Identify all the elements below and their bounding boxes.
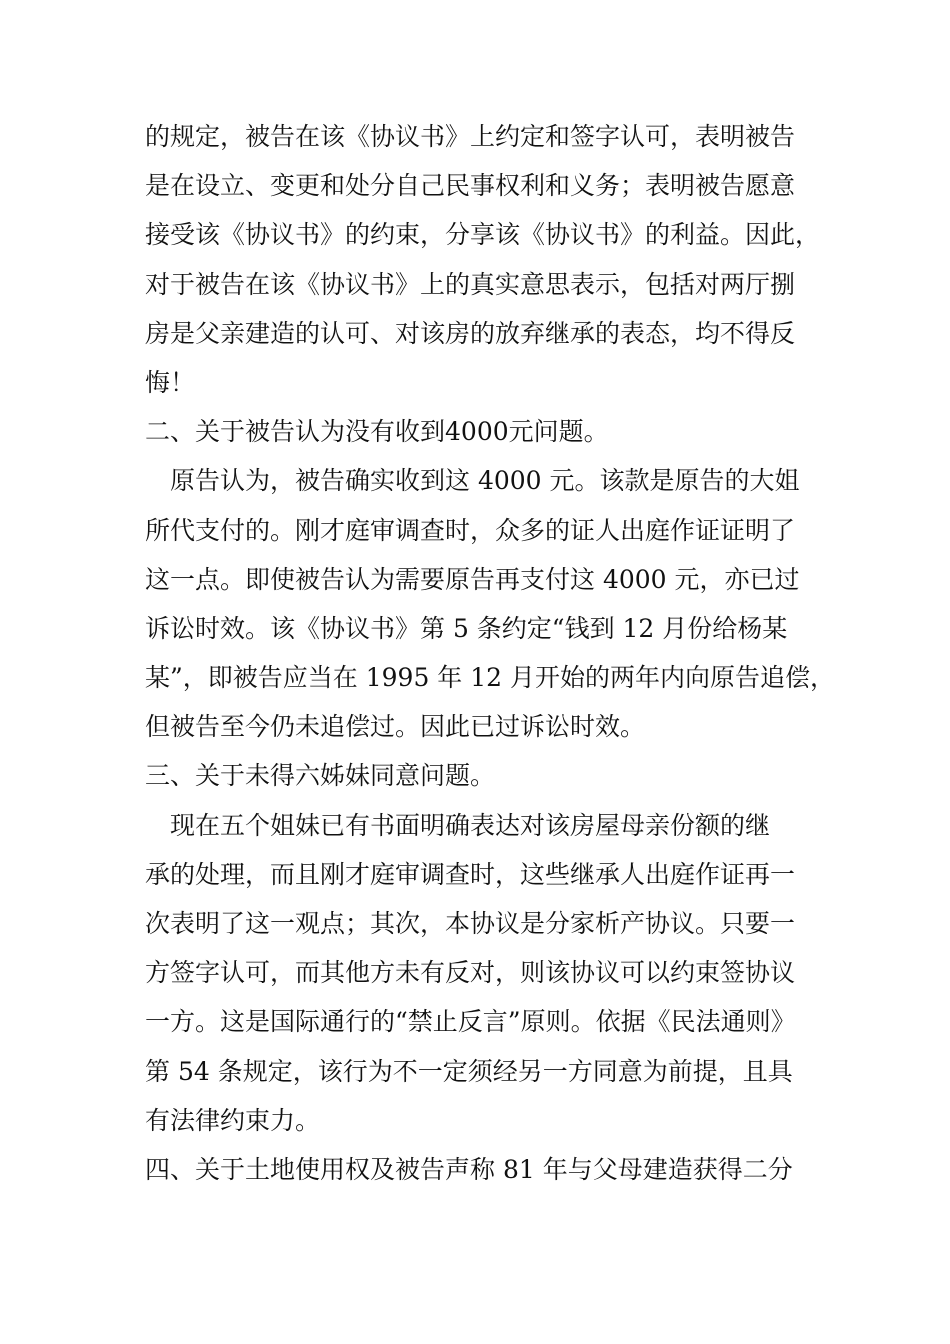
- text-line: 房是父亲建造的认可、对该房的放弃继承的表态，均不得反: [145, 318, 796, 348]
- text-line: 这一点。即使被告认为需要原告再支付这 4000 元，亦已过: [145, 564, 800, 594]
- text-line: 但被告至今仍未追偿过。因此已过诉讼时效。: [145, 712, 646, 742]
- text-line: 某”，即被告应当在 1995 年 12 月开始的两年内向原告追偿，: [145, 663, 836, 693]
- text-line: 有法律约束力。: [145, 1105, 321, 1135]
- text-line: 诉讼时效。该《协议书》第 5 条约定“钱到 12 月份给杨某: [145, 613, 788, 643]
- text-line: 的规定，被告在该《协议书》上约定和签字认可，表明被告: [145, 122, 796, 151]
- section-heading-3: 三、关于未得六姊妹同意问题。: [145, 761, 496, 791]
- text-line: 所代支付的。刚才庭审调查时，众多的证人出庭作证证明了: [145, 515, 796, 545]
- document-body: [145, 112, 845, 1194]
- text-line: 悔！: [145, 367, 196, 397]
- text-line: 第 54 条规定，该行为不一定须经另一方同意为前提，且具: [145, 1056, 793, 1086]
- text-line: 方签字认可，而其他方未有反对，则该协议可以约束签协议: [145, 958, 796, 988]
- text-line: 接受该《协议书》的约束，分享该《协议书》的利益。因此，: [145, 220, 821, 250]
- text-line: 现在五个姐妹已有书面明确表达对该房屋母亲份额的继: [145, 810, 771, 840]
- text-line: 次表明了这一观点；其次，本协议是分家析产协议。只要一: [145, 909, 796, 938]
- text-line: 一方。这是国际通行的“禁止反言”原则。依据《民法通则》: [145, 1007, 796, 1037]
- text-line: 原告认为，被告确实收到这 4000 元。该款是原告的大姐: [145, 466, 800, 496]
- section-heading-4: 四、关于土地使用权及被告声称 81 年与父母建造获得二分: [145, 1154, 793, 1184]
- text-line: 承的处理，而且刚才庭审调查时，这些继承人出庭作证再一: [145, 859, 796, 889]
- text-line: 对于被告在该《协议书》上的真实意思表示，包括对两厅捌: [145, 269, 796, 299]
- text-line: 是在设立、变更和处分自己民事权利和义务；表明被告愿意: [145, 171, 796, 201]
- section-heading-2: 二、关于被告认为没有收到4000元问题。: [145, 417, 609, 447]
